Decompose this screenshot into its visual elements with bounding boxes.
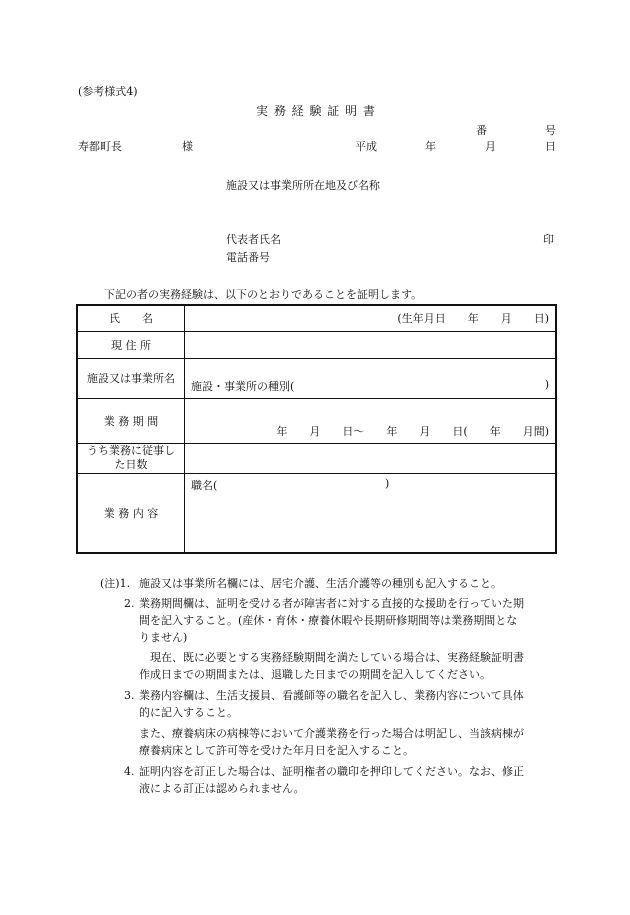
table-row: [77, 358, 556, 398]
address-cell[interactable]: [185, 331, 557, 358]
number-label: 番: [476, 124, 487, 137]
facility-name-label: 施設又は事業所名: [77, 358, 185, 398]
period-text: 年 月 日〜 年 月 日( 年 月間): [276, 424, 549, 438]
birthdate-text: (生年月日 年 月 日): [397, 312, 549, 326]
note-1-prefix: (注)1.: [100, 577, 131, 590]
phone-label: 電話番号: [226, 251, 270, 264]
period-label: 業 務 期 間: [77, 398, 185, 443]
note-3-line1: 業務内容欄は、生活支援員、看護師等の職名を記入し、業務内容について具体: [139, 689, 524, 702]
days-label-line1: うち業務に従事し: [87, 444, 175, 457]
name-cell[interactable]: [185, 305, 557, 331]
note-4-line2: 液による訂正は認められません。: [139, 782, 305, 795]
facility-type-close: ): [544, 377, 549, 391]
facility-cell[interactable]: [185, 358, 557, 398]
job-title-text: 職名(: [191, 478, 218, 492]
table-row: [77, 473, 556, 553]
date-month-label: 月: [485, 140, 496, 153]
note-2-line4: 現在、既に必要とする実務経験期間を満たしている場合は、実務経験証明書: [150, 651, 524, 664]
note-4-number: 4.: [124, 765, 135, 778]
note-1-text: 施設又は事業所名欄には、居宅介護、生活介護等の種別も記入すること。: [139, 577, 502, 590]
note-4-line1: 証明内容を訂正した場合は、証明権者の職印を押印してください。なお、修正: [139, 765, 524, 778]
note-2-line2: 間を記入すること。(産休・育休・療養休暇や長期研修期間等は業務期間とな: [139, 614, 518, 627]
note-2-number: 2.: [124, 597, 135, 610]
note-2-line1: 業務期間欄は、証明を受ける者が障害者に対する直接的な援助を行っていた期: [139, 597, 524, 610]
number-suffix: 号: [545, 124, 556, 137]
name-label: 氏 名: [77, 305, 185, 331]
days-label-line2: た日数: [114, 458, 148, 471]
issuer-facility-label: 施設又は事業所所在地及び名称: [226, 179, 380, 192]
experience-table: [76, 304, 557, 554]
table-row: [77, 305, 556, 331]
days-label: [77, 443, 185, 473]
table-row: [77, 331, 556, 358]
note-3-line4: 療養病床として許可等を受けた年月日を記入すること。: [139, 744, 414, 757]
table-row: [77, 443, 556, 473]
document-title: 実 務 経 験 証 明 書: [256, 104, 376, 118]
representative-label: 代表者氏名: [226, 233, 281, 246]
date-era: 平成: [355, 140, 377, 153]
note-3-line2: 的に記入すること。: [139, 706, 238, 719]
date-day-label: 日: [545, 140, 556, 153]
job-title-close: ): [385, 476, 390, 490]
facility-type-text: 施設・事業所の種別(: [191, 379, 295, 393]
note-3-line3: また、療養病床の病棟等において介護業務を行った場合は明記し、当該病棟が: [139, 727, 524, 740]
address-label: 現 住 所: [77, 331, 185, 358]
date-year-label: 年: [425, 140, 436, 153]
period-cell[interactable]: [185, 398, 557, 443]
content-label: 業 務 内 容: [77, 473, 185, 553]
addressee: 寿都町長: [78, 140, 122, 153]
note-3-number: 3.: [124, 689, 135, 702]
intro-text: 下記の者の実務経験は、以下のとおりであることを証明します。: [104, 288, 423, 301]
form-number: (参考様式4): [78, 85, 138, 98]
days-cell[interactable]: [185, 443, 557, 473]
seal-mark: 印: [543, 233, 554, 246]
content-cell[interactable]: [185, 473, 557, 553]
addressee-honorific: 様: [182, 140, 193, 153]
table-row: [77, 398, 556, 443]
note-2-line3: りません): [139, 631, 188, 644]
note-2-line5: 作成日までの期間または、退職した日までの期間を記入してください。: [139, 668, 491, 681]
